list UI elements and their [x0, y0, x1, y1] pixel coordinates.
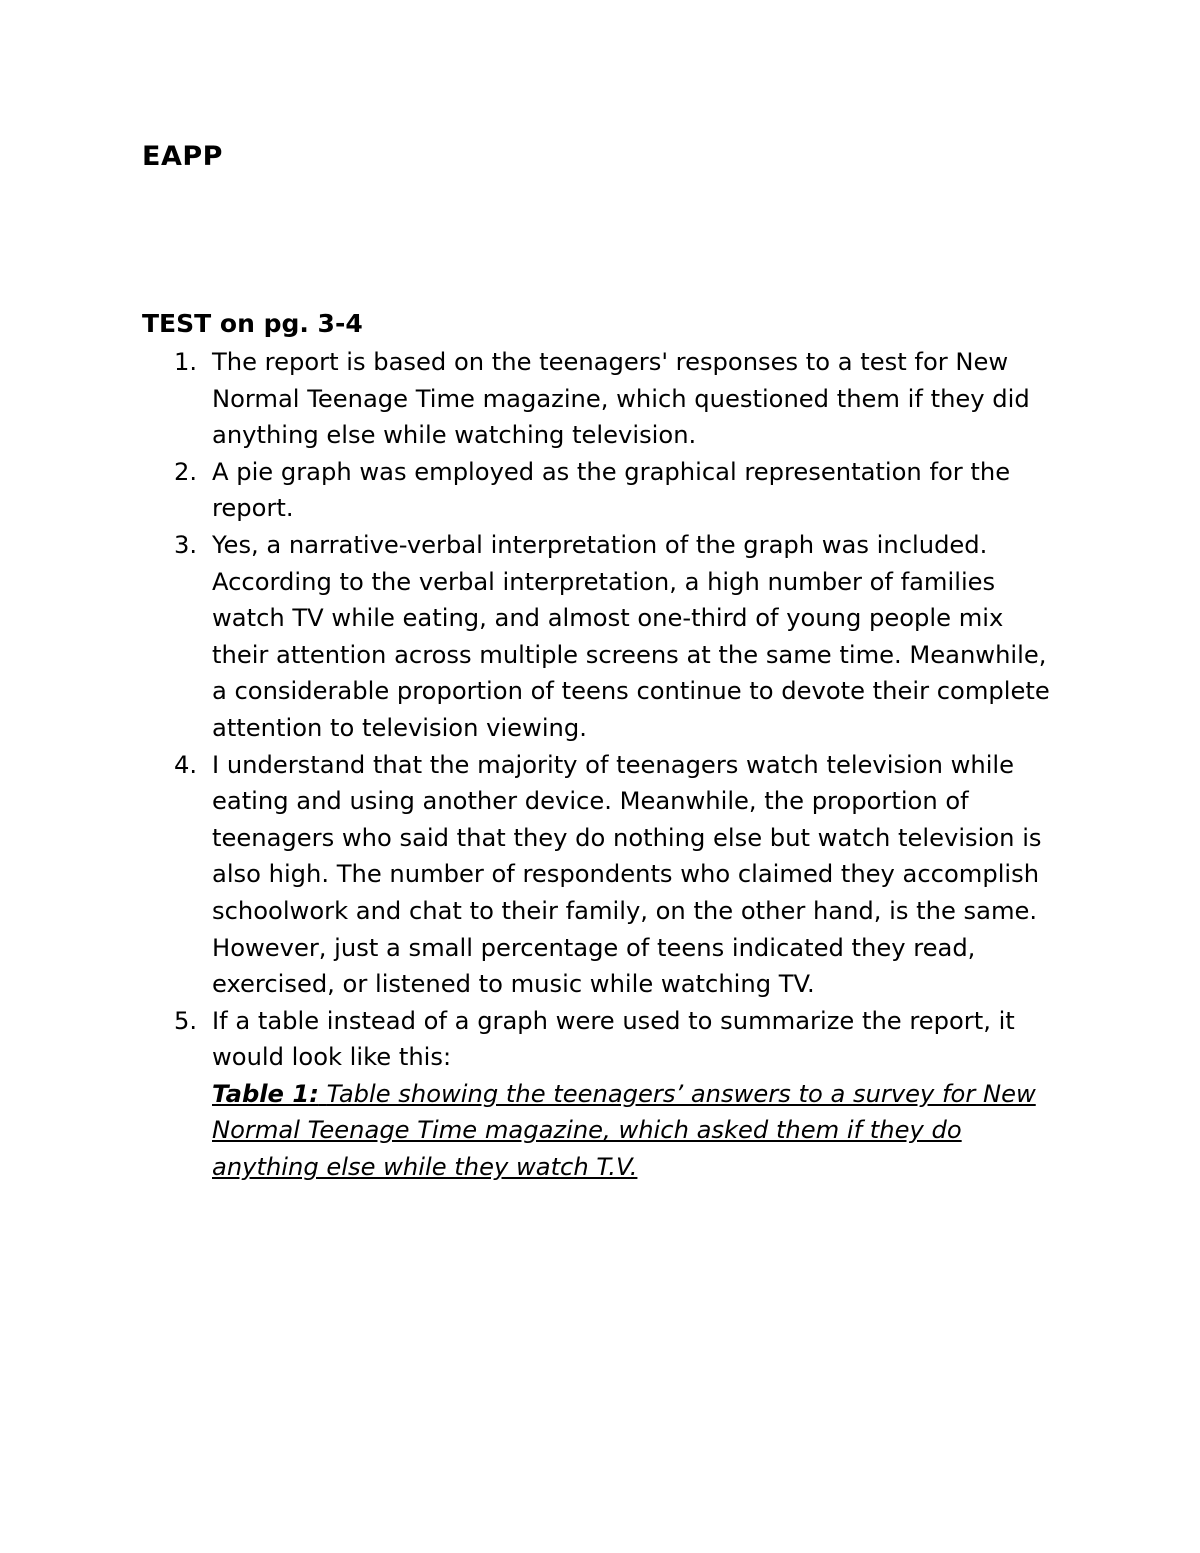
item-number: 3. [174, 530, 198, 559]
table-caption-text: Table showing the teenagers’ answers to a survey for New Normal Teenage Time magazine, which asked them if they do anything else while they watch T.V. [212, 1079, 1036, 1182]
item-text: If a table instead of a graph were used to summarize the report, it would look like this: [212, 1006, 1015, 1072]
item-text: The report is based on the teenagers' responses to a test for New Normal Teenage Time magazine, which questioned them if they did anything else while watching television. [212, 348, 1030, 450]
table-caption-label: Table 1: [212, 1079, 319, 1108]
item-number: 4. [174, 750, 198, 779]
list-item [142, 454, 1062, 527]
list-item [142, 1003, 1062, 1186]
item-number: 1. [174, 348, 198, 376]
answer-list [142, 344, 1062, 1186]
list-item [142, 344, 1062, 454]
document-title: EAPP [142, 141, 223, 172]
item-number: 5. [174, 1006, 198, 1035]
list-item [142, 747, 1062, 1003]
item-text: Yes, a narrative-verbal interpretation of the graph was included. According to the verbal interpretation, a high number of families watch TV while eating, and almost one-third of young people mix their attention across multiple screens at the same time. Meanwhile, a considerable proportion of teens continue to devote their complete attention to television viewing. [212, 530, 1050, 742]
item-number: 2. [174, 457, 198, 486]
list-item [142, 527, 1062, 747]
section-heading: TEST on pg. 3-4 [142, 309, 363, 338]
item-text: I understand that the majority of teenagers watch television while eating and using another device. Meanwhile, the proportion of teenagers who said that they do nothing else but watch television is also high. The number of respondents who claimed they accomplish schoolwork and chat to their family, on the other hand, is the same. However, just a small percentage of teens indicated they read, exercised, or listened to music while watching TV. [212, 750, 1042, 999]
item-text: A pie graph was employed as the graphical representation for the report. [212, 457, 1011, 523]
table-caption [212, 1076, 1062, 1186]
